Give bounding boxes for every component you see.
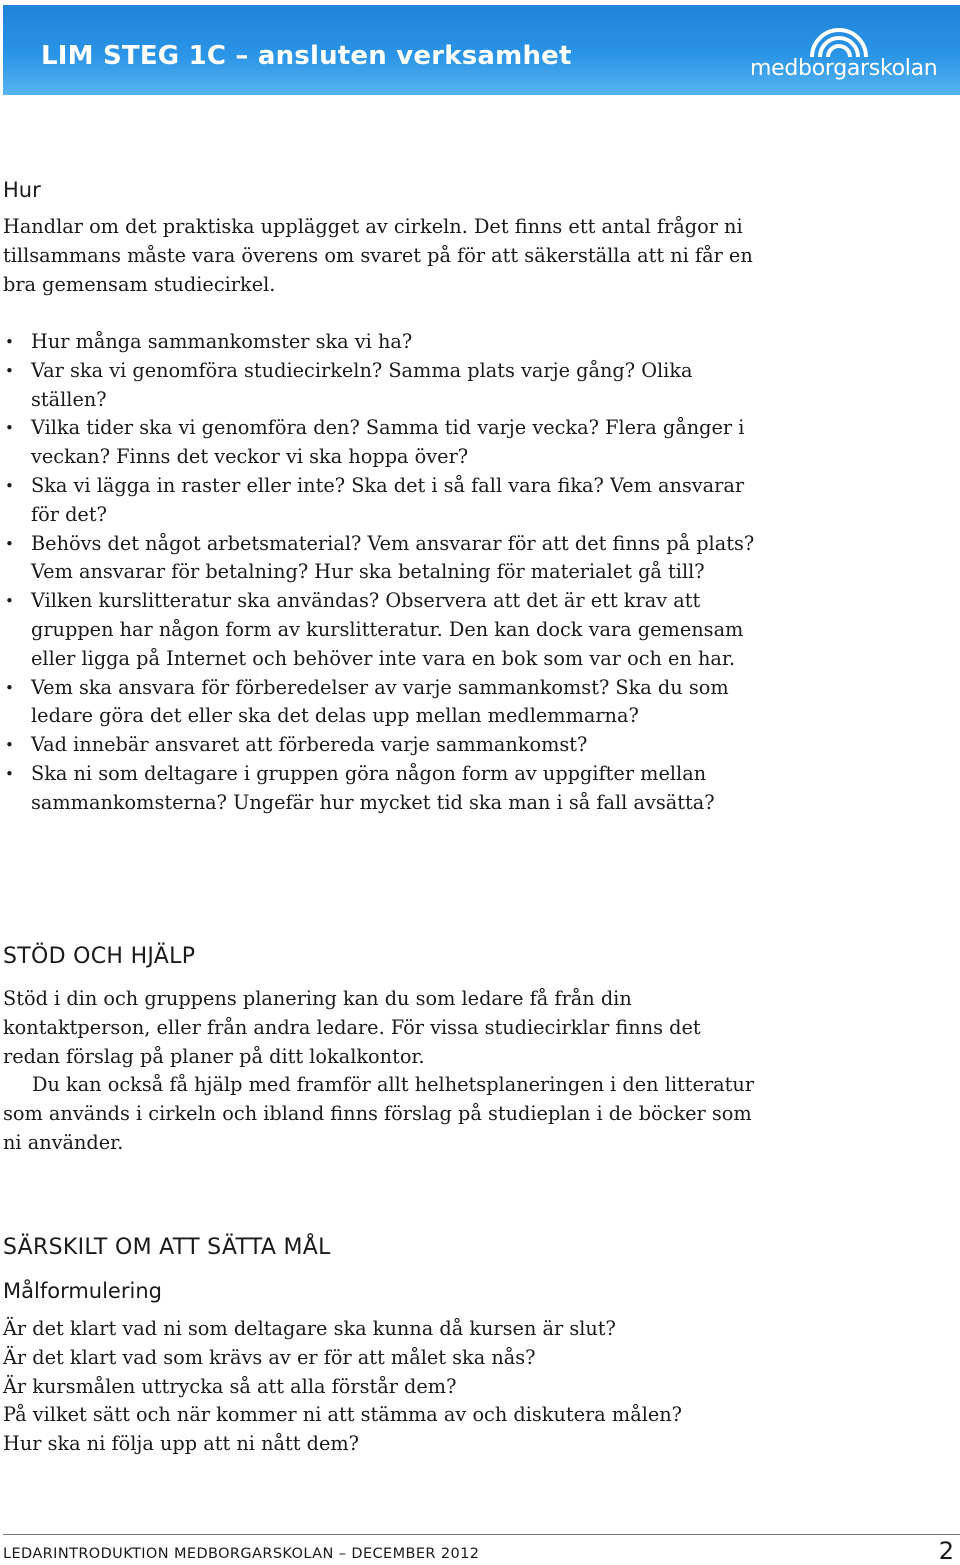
document-title: LIM STEG 1C – ansluten verksamhet [41,41,572,71]
stod-paragraph-1: Stöd i din och gruppens planering kan du som ledare få från din kontaktperson, eller från andra ledare. För vissa studiecirklar finns det redan förslag på planer på ditt lokalkontor. [3,987,701,1068]
section-heading-stod: STÖD OCH HJÄLP [3,944,196,969]
hur-intro-paragraph: Handlar om det praktiska upplägget av cirkeln. Det finns ett antal frågor ni tillsammans måste vara överens om svaret på för att säkerställa att ni får en bra gemensam studiecirkel. [3,215,753,296]
list-item: • Ska ni som deltagare i gruppen göra någon form av uppgifter mellan sammankomsterna? Ungefär hur mycket tid ska man i så fall avsätta? [3,760,763,818]
list-item: • Vad innebär ansvaret att förbereda varje sammankomst? [3,731,763,760]
subheading-malformulering: Målformulering [3,1279,162,1303]
list-item: • Var ska vi genomföra studiecirkeln? Samma plats varje gång? Olika ställen? [3,357,763,415]
page-number: 2 [938,1537,954,1565]
section-heading-mal: SÄRSKILT OM ATT SÄTTA MÅL [3,1235,331,1260]
medborgarskolan-logo [750,27,938,83]
hur-question-list [3,328,763,818]
mal-line: Är det klart vad ni som deltagare ska kunna då kursen är slut? [3,1317,616,1340]
mal-line: På vilket sätt och när kommer ni att stämma av och diskutera målen? [3,1403,683,1427]
mal-question-lines [3,1315,763,1459]
list-item: • Vilken kurslitteratur ska användas? Observera att det är ett krav att gruppen har någon form av kurslitteratur. Den kan dock vara gemensam eller ligga på Internet och behöver inte vara en bok som var och en har. [3,587,763,673]
footer-divider [3,1534,960,1535]
logo-wordmark: medborgarskolan [750,56,938,81]
list-item: • Hur många sammankomster ska vi ha? [3,328,763,357]
mal-line: Är det klart vad som krävs av er för att målet ska nås? [3,1345,536,1369]
stod-paragraph-2: Du kan också få hjälp med framför allt helhetsplaneringen i den litteratur som används i cirkeln och ibland finns förslag på studieplan i de böcker som ni använder. [3,1073,755,1154]
list-item: • Ska vi lägga in raster eller inte? Ska det i så fall vara fika? Vem ansvarar för det? [3,472,763,530]
list-item: • Behövs det något arbetsmaterial? Vem ansvarar för att det finns på plats? Vem ansvarar för betalning? Hur ska betalning för materialet gå till? [3,530,763,588]
section-heading-hur: Hur [3,178,41,202]
footer-text: LEDARINTRODUKTION MEDBORGARSKOLAN – DECEMBER 2012 [3,1546,480,1562]
mal-line: Hur ska ni följa upp att ni nått dem? [3,1432,359,1456]
list-item: • Vem ska ansvara för förberedelser av varje sammankomst? Ska du som ledare göra det eller ska det delas upp mellan medlemmarna? [3,674,763,732]
mal-line: Är kursmålen uttrycka så att alla förstår dem? [3,1374,457,1398]
list-item: • Vilka tider ska vi genomföra den? Samma tid varje vecka? Flera gånger i veckan? Finns det veckor vi ska hoppa över? [3,414,763,472]
header-banner [3,5,960,95]
arc-rainbow-icon [808,27,870,59]
